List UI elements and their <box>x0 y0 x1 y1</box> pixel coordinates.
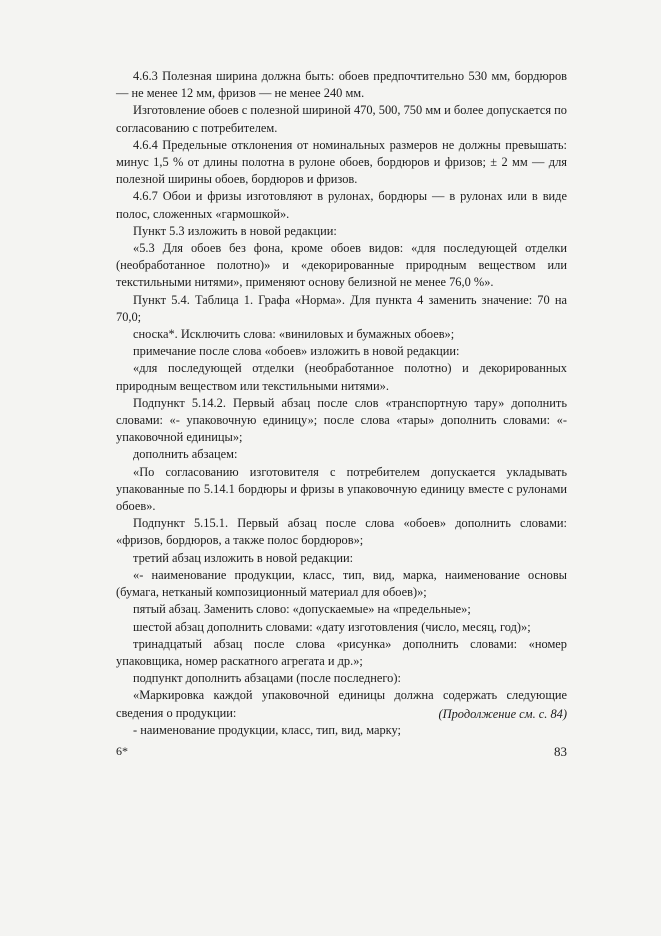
paragraph: 4.6.4 Предельные отклонения от номинальных размеров не должны превышать: минус 1,5 % от длины полотна в рулоне обоев, бордюров и фризов; ± 2 мм — для полезной ширины обоев, бордюров и фризов. <box>116 137 567 187</box>
paragraph: пятый абзац. Заменить слово: «допускаемые» на «предельные»; <box>133 602 471 617</box>
paragraph: - наименование продукции, класс, тип, вид, марку; <box>133 722 401 737</box>
page-number: 83 <box>554 744 567 759</box>
paragraph: Пункт 5.4. Таблица 1. Графа «Норма». Для пункта 4 заменить значение: 70 на 70,0; <box>116 292 567 324</box>
paragraph: «5.3 Для обоев без фона, кроме обоев видов: «для последующей отделки (необработанное полотно)» и «декорированные природным веществом или текстильными нитями», применяют основу белизной не менее 76,0 %». <box>116 241 567 290</box>
paragraph: «Маркировка каждой упаковочной единицы должна содержать следующие сведения о продукции: <box>116 688 567 720</box>
paragraph: Подпункт 5.14.2. Первый абзац после слов «транспортную тару» дополнить словами: «- упаковочную единицу»; после слова «тары» дополнить словами: «- упаковочной единицы»; <box>116 395 567 445</box>
paragraph: дополнить абзацем: <box>133 447 238 462</box>
paragraph: третий абзац изложить в новой редакции: <box>133 550 354 565</box>
paragraph: примечание после слова «обоев» изложить в новой редакции: <box>133 344 460 359</box>
body-text <box>116 68 567 739</box>
paragraph: Подпункт 5.15.1. Первый абзац после слова «обоев» дополнить словами: «фризов, бордюров, а также полос бордюров»; <box>116 516 567 548</box>
paragraph: «для последующей отделки (необработанное полотно) и декорированных природным веществом или текстильными нитями». <box>116 361 567 393</box>
paragraph: «По согласованию изготовителя с потребителем допускается укладывать упакованные по 5.14.1 бордюры и фризы в упаковочную единицу вместе с рулонами обоев». <box>116 464 567 514</box>
paragraph: тринадцатый абзац после слова «рисунка» дополнить словами: «номер упаковщика, номер раскатного агрегата и др.»; <box>116 636 567 668</box>
signature-mark: 6* <box>116 744 128 758</box>
paragraph: «- наименование продукции, класс, тип, вид, марка, наименование основы (бумага, нетканый композиционный материал для обоев)»; <box>116 567 567 600</box>
paragraph: 4.6.7 Обои и фризы изготовляют в рулонах, бордюры — в рулонах или в виде полос, сложенных «гармошкой». <box>116 189 567 221</box>
paragraph: Изготовление обоев с полезной шириной 470, 500, 750 мм и более допускается по согласованию с потребителем. <box>116 103 567 135</box>
paragraph: Пункт 5.3 изложить в новой редакции: <box>133 223 337 238</box>
paragraph: подпункт дополнить абзацами (после последнего): <box>133 671 401 686</box>
paragraph: сноска*. Исключить слова: «виниловых и бумажных обоев»; <box>133 327 455 342</box>
paragraph: 4.6.3 Полезная ширина должна быть: обоев предпочтительно 530 мм, бордюров — не менее 12 мм, фризов — не менее 240 мм. <box>116 69 567 101</box>
continuation-note: (Продолжение см. с. 84) <box>438 707 567 721</box>
paragraph: шестой абзац дополнить словами: «дату изготовления (число, месяц, год)»; <box>133 619 531 634</box>
